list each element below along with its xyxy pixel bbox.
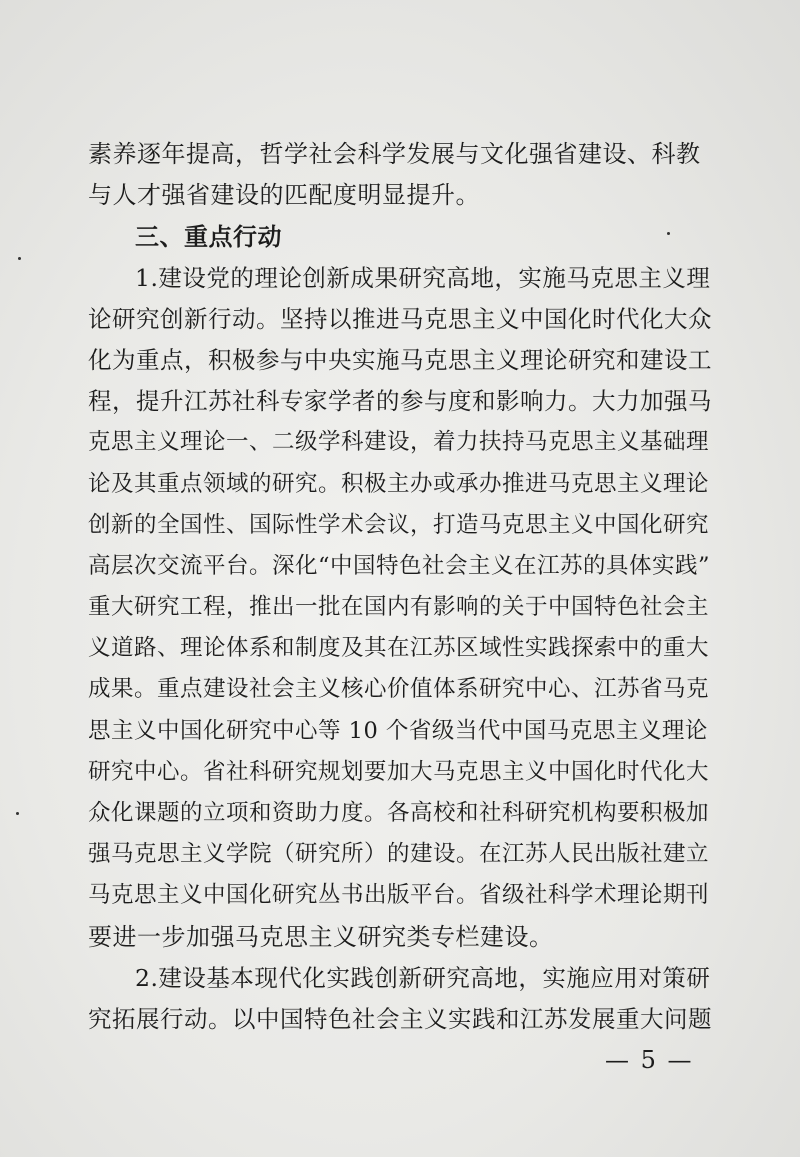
paper-speck — [667, 232, 670, 235]
text-line: 究拓展行动。以中国特色社会主义实践和江苏发展重大问题 — [88, 1004, 712, 1033]
body-text — [88, 134, 718, 1040]
text-line: 论研究创新行动。坚持以推进马克思主义中国化时代化大众 — [88, 304, 712, 333]
paper-speck — [18, 257, 21, 260]
text-line: 程，提升江苏社科专家学者的参与度和影响力。大力加强马 — [88, 387, 712, 416]
text-line: 义道路、理论体系和制度及其在江苏区域性实践探索中的重大 — [88, 635, 710, 662]
text-line: 与人才强省建设的匹配度明显提升。 — [88, 181, 480, 210]
text-line: 2.建设基本现代化实践创新研究高地，实施应用对策研 — [135, 963, 711, 992]
text-line: 创新的全国性、国际性学术会议，打造马克思主义中国化研究 — [88, 511, 710, 538]
text-line: 思主义中国化研究中心等 10 个省级当代中国马克思主义理论 — [88, 717, 708, 744]
text-line: 众化课题的立项和资助力度。各高校和社科研究机构要积极加 — [88, 800, 710, 826]
text-line: 1.建设党的理论创新成果研究高地，实施马克思主义理 — [135, 263, 711, 292]
text-line: 化为重点，积极参与中央实施马克思主义理论研究和建设工 — [88, 345, 712, 374]
text-line: 素养逐年提高，哲学社会科学发展与文化强省建设、科教 — [88, 140, 701, 168]
text-line: 研究中心。省社科研究规划要加大马克思主义中国化时代化大 — [88, 758, 710, 785]
section-heading: 三、重点行动 — [135, 222, 282, 252]
text-line: 克思主义理论一、二级学科建设，着力扶持马克思主义基础理 — [88, 429, 710, 456]
text-line: 重大研究工程，推出一批在国内有影响的关于中国特色社会主 — [88, 594, 710, 621]
text-line: 论及其重点领域的研究。积极主办或承办推进马克思主义理论 — [88, 470, 710, 497]
text-line: 强马克思主义学院（研究所）的建设。在江苏人民出版社建立 — [88, 841, 710, 868]
paper-speck — [16, 812, 19, 815]
text-line: 马克思主义中国化研究丛书出版平台。省级社科学术理论期刊 — [88, 882, 710, 909]
page-number: — 5 — — [605, 1046, 694, 1074]
text-line: 高层次交流平台。深化“中国特色社会主义在江苏的具体实践” — [88, 552, 711, 579]
text-line: 成果。重点建设社会主义核心价值体系研究中心、江苏省马克 — [88, 676, 710, 703]
text-line: 要进一步加强马克思主义研究类专栏建设。 — [88, 922, 554, 951]
